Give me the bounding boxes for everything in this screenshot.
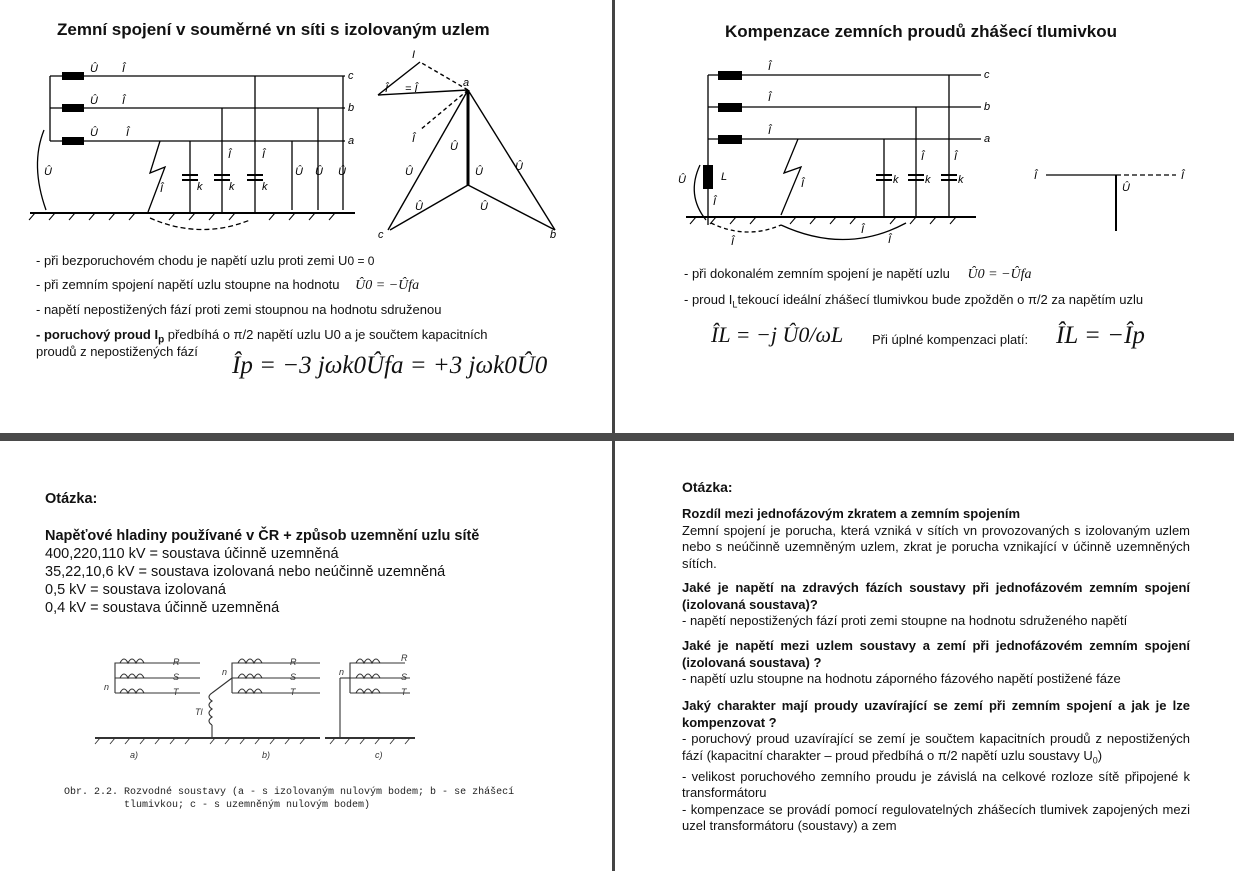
bullet-4-sub: p <box>158 334 165 346</box>
svg-text:Î: Î <box>412 50 416 61</box>
bullet-4-line2: proudů z nepostižených fází <box>36 344 198 359</box>
svg-text:k: k <box>229 181 235 193</box>
section-1-text: Zemní spojení je porucha, která vzniká v sítích vn provozovaných s izolovaným uzlem nebo s neúčinně uzemněným uzlem, zkrat je porucha vznikající v účinně uzemněných sítích. <box>682 522 1190 571</box>
bullet-4-text: předbíhá o π/2 napětí uzlu U <box>164 327 334 342</box>
voltage-line-4: 0,4 kV = soustava účinně uzemněná <box>45 600 280 616</box>
slide-compensation <box>616 0 1234 433</box>
svg-text:Û: Û <box>90 95 98 107</box>
section-2-text: - napětí nepostižených fází proti zemi stoupne na hodnotu sdruženého napětí <box>682 613 1128 628</box>
svg-text:Û: Û <box>515 161 523 173</box>
svg-text:Û: Û <box>90 63 98 75</box>
section-2 <box>682 580 1190 630</box>
svg-text:b: b <box>984 101 991 113</box>
figure-caption-line-2: tlumivkou; c - s uzemněným nulovým bodem) <box>124 800 371 811</box>
svg-text:Î: Î <box>122 63 126 75</box>
svg-text:k: k <box>925 174 931 186</box>
svg-text:Î: Î <box>921 151 925 163</box>
section-4-p1-end: ) <box>1097 747 1103 763</box>
bullet-2 <box>684 292 1143 310</box>
svg-text:R: R <box>401 653 408 663</box>
bullet-2-text: - při zemním spojení napětí uzlu stoupne na hodnotu <box>36 277 340 292</box>
svg-text:Î: Î <box>801 178 805 190</box>
voltage-levels-heading: Napěťové hladiny používané v ČR + způsob uzemnění uzlu sítě <box>45 528 480 544</box>
svg-text:n: n <box>339 667 345 677</box>
section-4-p2: - velikost poruchového zemního proudu je závislá na celkové rozloze sítě připojené k transformátoru <box>682 768 1190 801</box>
svg-text:S: S <box>401 672 408 682</box>
voltage-line-2: 35,22,10,6 kV = soustava izolovaná nebo neúčinně uzemněná <box>45 564 446 580</box>
svg-text:L: L <box>721 171 728 183</box>
bullet-2-text: - proud I <box>684 292 733 307</box>
svg-text:k: k <box>958 174 964 186</box>
section-4 <box>682 698 1190 835</box>
svg-text:S: S <box>173 672 180 682</box>
section-3-text: - napětí uzlu stoupne na hodnotu záporného fázového napětí postižené fáze <box>682 671 1121 686</box>
svg-text:Î: Î <box>412 133 416 145</box>
svg-text:Î: Î <box>228 149 232 161</box>
svg-text:Î: Î <box>731 236 735 248</box>
svg-text:T: T <box>173 687 179 697</box>
compensation-circuit-diagram <box>616 55 1234 255</box>
section-1-title: Rozdíl mezi jednofázovým zkratem a zemním spojením <box>682 506 1021 521</box>
svg-text:Î: Î <box>126 127 130 139</box>
section-4-p1: - poruchový proud uzavírající se zemí je součtem kapacitních proudů z nepostižených fází (kapacitní charakter – proud předbíhá o π/2 napětí uzlu soustavy U <box>682 731 1190 763</box>
svg-text:a): a) <box>130 750 139 760</box>
section-4-p1-sub: 0 <box>1092 755 1098 766</box>
compensation-label: Při úplné kompenzaci platí: <box>872 332 1029 347</box>
voltage-line-1: 400,220,110 kV = soustava účinně uzemněná <box>45 546 339 562</box>
svg-text:k: k <box>893 174 899 186</box>
slide-title: Zemní spojení v souměrné vn síti s izolovaným uzlem <box>57 20 490 39</box>
svg-text:Û: Û <box>480 201 488 213</box>
bullet-4 <box>36 327 488 346</box>
section-2-title: Jaké je napětí na zdravých fázích soustavy při jednofázovém zemním spojení (izolovaná soustava)? <box>682 580 1190 612</box>
bullet-1-eq: 0 = 0 <box>347 254 375 268</box>
bullet-4-bold: - poruchový proud I <box>36 327 159 342</box>
svg-text:Î: Î <box>385 83 389 95</box>
svg-text:Tl: Tl <box>195 707 203 717</box>
svg-text:n: n <box>222 667 228 677</box>
section-3-title: Jaké je napětí mezi uzlem soustavy a zemí při jednofázovém zemním spojení (izolovaná soustava) ? <box>682 638 1190 670</box>
svg-text:Î: Î <box>768 125 772 137</box>
bullet-4-text2: 0 a je součtem kapacitních <box>333 327 488 342</box>
svg-text:R: R <box>290 657 297 667</box>
bullet-1-text: - při dokonalém zemním spojení je napětí uzlu <box>684 266 950 281</box>
svg-text:Î: Î <box>954 151 958 163</box>
svg-text:Î: Î <box>888 234 892 246</box>
fault-current-formula: Îp = −3 jωk0Ûfa = +3 jωk0Û0 <box>232 352 548 379</box>
svg-text:T: T <box>290 687 296 697</box>
bullet-2-eq: Û0 = −Ûfa <box>355 278 420 293</box>
slide-voltage-levels <box>0 441 612 871</box>
grounding-systems-diagram <box>0 653 612 783</box>
figure-caption-line-1: Obr. 2.2. Rozvodné soustavy (a - s izolovaným nulovým bodem; b - se zhášecí <box>64 787 515 798</box>
svg-text:a: a <box>984 133 991 145</box>
svg-text:a: a <box>463 77 470 89</box>
section-3 <box>682 638 1190 688</box>
svg-text:= Î: = Î <box>405 83 418 95</box>
question-heading: Otázka: <box>682 479 733 495</box>
svg-text:R: R <box>173 657 180 667</box>
svg-text:Î: Î <box>160 183 164 195</box>
bullet-2 <box>36 277 419 294</box>
bullet-2-sub: L <box>732 299 738 310</box>
bullet-1-eq: Û0 = −Ûfa <box>967 267 1032 282</box>
bullet-1 <box>684 266 1032 283</box>
bullet-2-rest: tekoucí ideální zhášecí tlumivkou bude zpožděn o π/2 za napětím uzlu <box>737 292 1144 307</box>
bullet-1 <box>36 253 374 268</box>
svg-text:Û: Û <box>678 174 686 186</box>
bullet-3: - napětí nepostižených fází proti zemi stoupnou na hodnotu sdruženou <box>36 302 442 317</box>
slide-isolated-neutral <box>0 0 612 433</box>
slide-questions <box>616 441 1234 871</box>
svg-text:Û: Û <box>475 166 483 178</box>
svg-text:c): c) <box>375 750 383 760</box>
svg-text:Û: Û <box>1122 182 1130 194</box>
compensation-formula: ÎL = −Îp <box>1056 322 1145 349</box>
svg-text:Û: Û <box>405 166 413 178</box>
slide-title: Kompenzace zemních proudů zhášecí tlumivkou <box>725 22 1118 41</box>
svg-text:c: c <box>378 229 384 241</box>
svg-text:Û: Û <box>415 201 423 213</box>
section-4-p3: - kompenzace se provádí pomocí regulovatelných zhášecích tlumivek zapojených mezi uzel transformátoru (soustavy) a zem <box>682 801 1190 834</box>
svg-text:Û: Û <box>338 166 346 178</box>
svg-text:c: c <box>348 70 354 82</box>
svg-text:Û: Û <box>315 166 323 178</box>
svg-text:Î: Î <box>122 95 126 107</box>
svg-text:c: c <box>984 69 990 81</box>
svg-text:Î: Î <box>768 92 772 104</box>
horizontal-separator <box>0 433 1234 441</box>
svg-text:T: T <box>401 687 407 697</box>
svg-text:Î: Î <box>861 224 865 236</box>
svg-text:Û: Û <box>44 166 52 178</box>
svg-text:a: a <box>348 135 355 147</box>
svg-text:Î: Î <box>1034 170 1038 182</box>
svg-text:Û: Û <box>90 127 98 139</box>
svg-text:k: k <box>262 181 268 193</box>
svg-text:n: n <box>104 682 110 692</box>
svg-text:b: b <box>550 229 557 241</box>
section-4-title: Jaký charakter mají proudy uzavírající se zemí při zemním spojení a jak je lze kompenzovat ? <box>682 698 1190 730</box>
section-1 <box>682 506 1190 572</box>
bullet-1-text: - při bezporuchovém chodu je napětí uzlu proti zemi U <box>36 253 348 268</box>
voltage-line-3: 0,5 kV = soustava izolovaná <box>45 582 226 598</box>
svg-text:b: b <box>348 102 355 114</box>
question-heading: Otázka: <box>45 491 98 507</box>
svg-text:Î: Î <box>713 196 717 208</box>
svg-text:Î: Î <box>768 61 772 73</box>
svg-text:Î: Î <box>262 149 266 161</box>
svg-text:Î: Î <box>1181 170 1185 182</box>
inductor-current-formula: ÎL = −j Û0/ωL <box>711 322 844 347</box>
svg-text:b): b) <box>262 750 271 760</box>
svg-text:k: k <box>197 181 203 193</box>
svg-text:S: S <box>290 672 297 682</box>
svg-text:Û: Û <box>450 141 458 153</box>
svg-text:Û: Û <box>295 166 303 178</box>
